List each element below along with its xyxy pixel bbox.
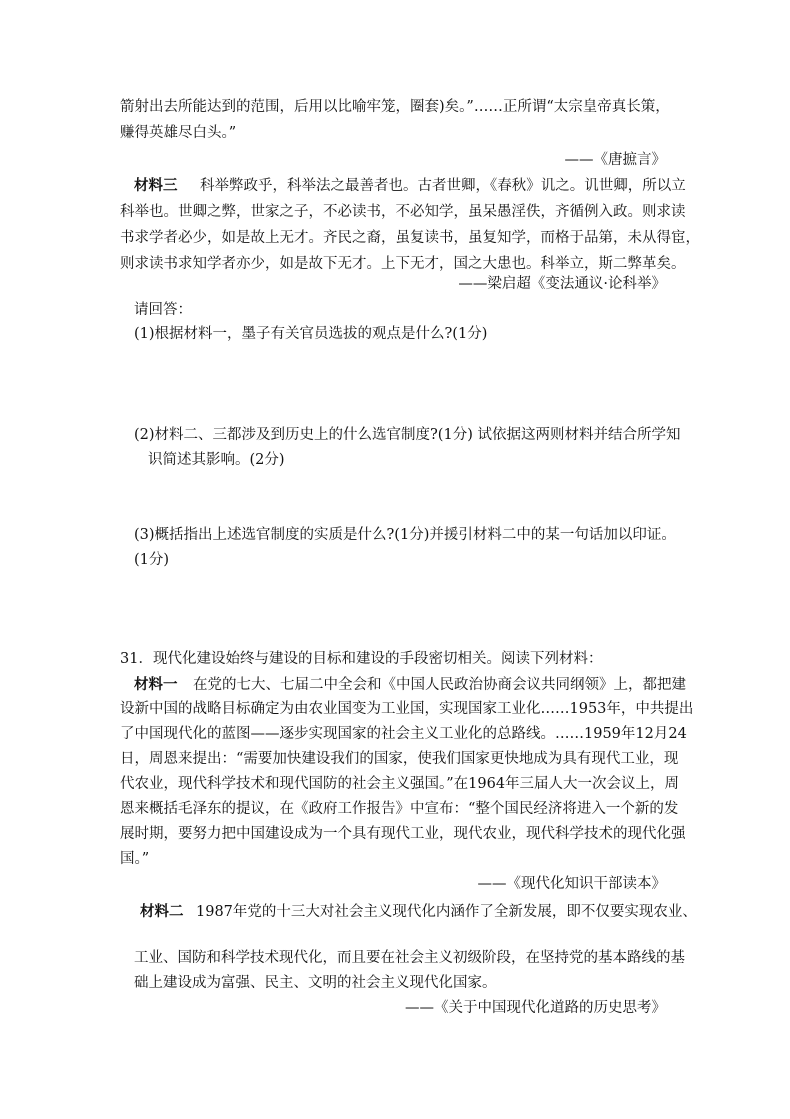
text-line: 科举也。世卿之弊，世家之子，不必读书，不必知学，虽呆愚淫佚，齐循例入政。则求读 [120, 204, 686, 220]
text-line: 箭射出去所能达到的范围，后用以比喻牢笼，圈套)矣。”……正所谓“太宗皇帝真长策， [120, 99, 670, 115]
text-line: 代农业，现代科学技术和现代国防的社会主义强国。”在1964年三届人大一次会议上，周 [120, 776, 680, 792]
text-line: 恩来概括毛泽东的提议，在《政府工作报告》中宣布：“整个国民经济将进入一个新的发 [120, 801, 679, 817]
text-line: 展时期，要努力把中国建设成为一个具有现代工业，现代农业，现代科学技术的现代化强 [120, 826, 686, 842]
text-line: 国。” [120, 851, 150, 867]
material-label: 材料三 [134, 177, 178, 194]
text-line: 工业、国防和科学技术现代化，而且要在社会主义初级阶段，在坚持党的基本路线的基 [134, 950, 685, 966]
text-line: 在党的七大、七届二中全会和《中国人民政治协商会议共同纲领》上，都把建 [193, 677, 686, 693]
question-2: (2)材料二、三都涉及到历史上的什么选官制度?(1分) 试依据这两则材料并结合所学知 [134, 427, 681, 443]
source-citation: ——梁启超《变法通议·论科举》 [458, 276, 666, 292]
text-line: 础上建设成为富强、民主、文明的社会主义现代化国家。 [134, 975, 497, 991]
text-line: 日，周恩来提出：“需要加快建设我们的国家，使我们国家更快地成为具有现代工业，现 [120, 751, 679, 767]
text-line: 了中国现代化的蓝图——逐步实现国家的社会主义工业化的总路线。……1959年12月24 [120, 726, 687, 742]
question-31-title: 31．现代化建设始终与建设的目标和建设的手段密切相关。阅读下列材料： [120, 651, 603, 667]
question-3: (3)概括指出上述选官制度的实质是什么?(1分)并援引材料二中的某一句话加以印证。 [134, 527, 676, 543]
source-citation: ——《现代化知识干部读本》 [477, 876, 666, 892]
text-line: 则求读书求知学者亦少，如是故下无才。上下无才，国之大患也。科举立，斯二弊革矣。 [120, 256, 686, 272]
material-label: 材料一 [134, 676, 178, 693]
source-citation: ——《唐摭言》 [564, 152, 666, 168]
text-line: 赚得英雄尽白头。” [120, 125, 237, 141]
text-line: 1987年党的十三大对社会主义现代化内涵作了全新发展，即不仅要实现农业、 [196, 904, 697, 920]
material-label: 材料二 [140, 903, 184, 920]
text-line: 设新中国的战略目标确定为由农业国变为工业国，实现国家工业化……1953年，中共提出 [120, 701, 694, 717]
question-1: (1)根据材料一，墨子有关官员选拔的观点是什么?(1分) [134, 326, 488, 342]
question-prompt: 请回答： [134, 302, 192, 318]
question-2-continued: 识简述其影响。(2分) [148, 452, 285, 468]
source-citation: ——《关于中国现代化道路的历史思考》 [405, 1000, 666, 1016]
question-3-continued: (1分) [134, 552, 170, 568]
text-line: 书求学者必少，如是故上无才。齐民之裔，虽复读书，虽复知学，而格于品第，未从得宦， [120, 230, 700, 246]
text-line: 科举弊政乎，科举法之最善者也。古者世卿，《春秋》讥之。讥世卿，所以立 [200, 178, 686, 194]
